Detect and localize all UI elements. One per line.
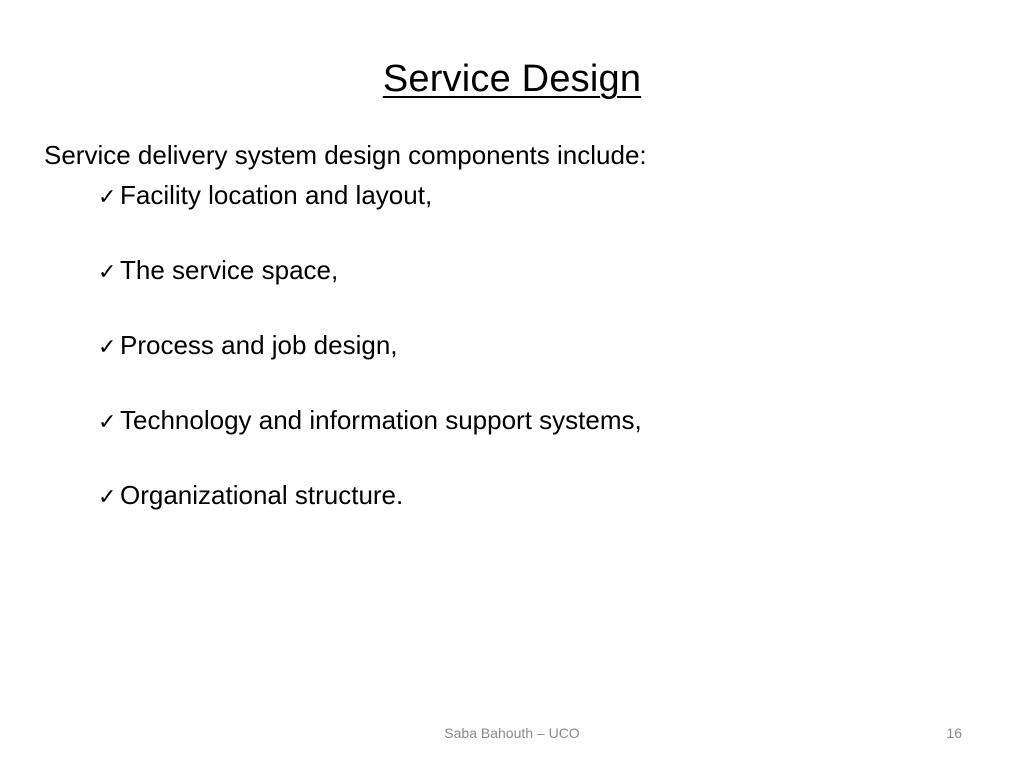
checkmark-icon: ✓: [98, 260, 117, 285]
checkmark-icon: ✓: [98, 410, 117, 435]
checkmark-icon: ✓: [98, 335, 117, 360]
list-item: [98, 478, 642, 553]
list-item: [98, 253, 642, 328]
intro-text: Service delivery system design components include:: [44, 140, 647, 170]
list-item-label: The service space,: [120, 255, 339, 285]
list-item-label: Process and job design,: [120, 330, 398, 360]
bullet-list: [98, 178, 642, 553]
list-item: [98, 328, 642, 403]
list-item-label: Technology and information support systems,: [120, 405, 642, 435]
list-item: [98, 178, 642, 253]
list-item-label: Facility location and layout,: [120, 180, 433, 210]
checkmark-icon: ✓: [98, 185, 117, 210]
list-item-label: Organizational structure.: [120, 480, 404, 510]
footer-author: Saba Bahouth – UCO: [444, 725, 580, 741]
page-number: 16: [946, 725, 962, 741]
checkmark-icon: ✓: [98, 485, 117, 510]
slide-title: Service Design: [382, 58, 642, 100]
list-item: [98, 403, 642, 478]
